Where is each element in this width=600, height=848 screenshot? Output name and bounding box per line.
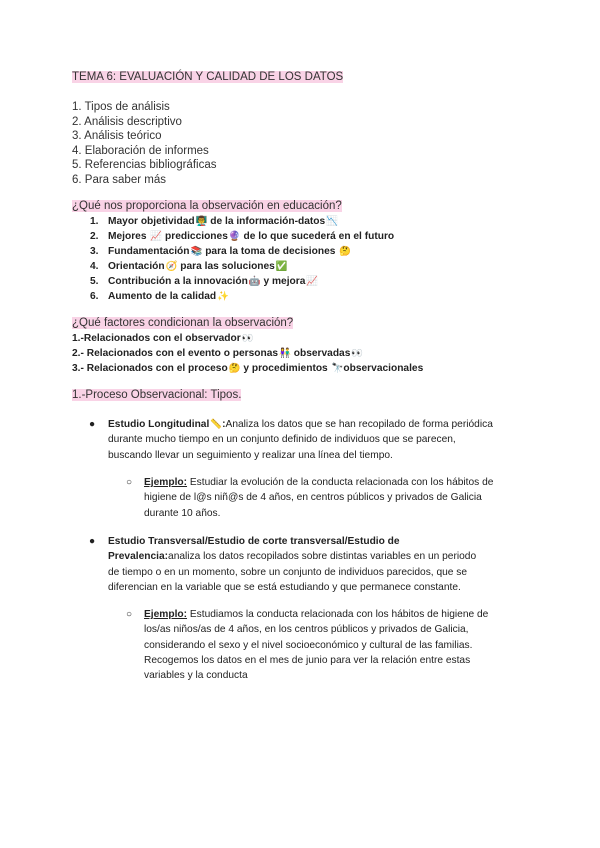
crystal-ball-emoji-icon: 🔮 [228, 231, 241, 242]
section-heading: 1.-Proceso Observacional: Tipos. [72, 389, 242, 401]
check-mark-emoji-icon: ✅ [275, 261, 288, 272]
bullet-longitudinal: ● Estudio Longitudinal📏:Analiza los datos que se han recopilado de forma periódica durante mucho tiempo en un conjunto definido de individuos que se parecen, buscando llevar un seguimiento y realizar una línea del tiempo. [89, 419, 493, 461]
example-transversal: ○ Ejemplo: Estudiamos la conducta relacionada con los hábitos de higiene de los/as niños/as de 4 años, en los centros públicos y privados de Galicia, considerando el sexo y el nivel socioeconómico y cultural de las familias. Recogemos los datos en el mes de junio para ver la relación entre estas variables y la conducta [126, 609, 489, 682]
books-emoji-icon: 📚 [190, 246, 203, 257]
thinking-face-emoji-icon: 🤔 [228, 363, 241, 374]
page-title: TEMA 6: EVALUACIÓN Y CALIDAD DE LOS DATOS [72, 71, 344, 83]
bullet-icon: ● [89, 536, 96, 547]
compass-emoji-icon: 🧭 [165, 261, 178, 272]
sub-bullet-icon: ○ [126, 477, 133, 488]
chart-up-emoji-icon: 📈 [306, 276, 319, 287]
teacher-emoji-icon: 👨‍🏫 [195, 216, 208, 227]
list-item: 1. Mayor objetividad👨‍🏫 de la información-datos📉 [90, 216, 339, 227]
telescope-emoji-icon: 🔭 [331, 363, 344, 374]
question-heading-1: ¿Qué nos proporciona la observación en educación? [72, 200, 342, 212]
list-item: 4. Orientación🧭 para las soluciones✅ [90, 261, 288, 272]
toc-item: 1. Tipos de análisis [72, 101, 170, 113]
toc-item: 2. Análisis descriptivo [72, 115, 182, 128]
toc-item: 3. Análisis teórico [72, 130, 162, 143]
toc-item: 4. Elaboración de informes [72, 144, 209, 157]
bullet-transversal: ● Estudio Transversal/Estudio de corte transversal/Estudio de Prevalencia:analiza los datos recopilados sobre distintas variables en un periodo de tiempo o en un momento, sobre un conjunto de individuos parecidos, que se diferencian en la variable que se está estudiando y que permanece constante. [89, 536, 477, 593]
people-emoji-icon: 👫 [279, 348, 291, 359]
list-item: 5. Contribución a la innovación🤖 y mejora📈 [90, 276, 319, 287]
sparkles-emoji-icon: ✨ [217, 291, 229, 302]
list-item: 3. Fundamentación📚 para la toma de decisiones 🤔 [90, 246, 352, 257]
factors-list [72, 331, 423, 376]
list-item: 3.- Relacionados con el proceso🤔 y procedimientos 🔭observacionales [72, 363, 424, 374]
benefits-list [90, 214, 394, 304]
list-item: 2. Mejores 📈 predicciones🔮 de lo que sucederá en el futuro [90, 231, 395, 242]
toc-item: 6. Para saber más [72, 173, 166, 186]
chart-up-emoji-icon: 📈 [150, 231, 163, 242]
bullet-icon: ● [89, 419, 96, 430]
list-item: 2.- Relacionados con el evento o personas👫 observadas👀 [72, 348, 364, 359]
example-longitudinal: ○ Ejemplo: Estudiar la evolución de la conducta relacionada con los hábitos de higiene de l@s niñ@s de 4 años, en centros públicos y privados de Galicia durante 10 años. [126, 477, 494, 519]
eyes-emoji-icon: 👀 [351, 348, 364, 359]
list-item: 1.-Relacionados con el observador👀 [72, 333, 254, 344]
list-item: 6. Aumento de la calidad✨ [90, 291, 229, 302]
table-of-contents [72, 100, 216, 188]
ruler-emoji-icon: 📏 [210, 419, 223, 430]
thinking-face-emoji-icon: 🤔 [339, 246, 352, 257]
question-heading-2: ¿Qué factores condicionan la observación? [72, 317, 294, 329]
robot-emoji-icon: 🤖 [248, 276, 261, 287]
chart-down-emoji-icon: 📉 [326, 216, 339, 227]
toc-item: 5. Referencias bibliográficas [72, 159, 217, 172]
sub-bullet-icon: ○ [126, 609, 133, 620]
eyes-emoji-icon: 👀 [241, 333, 254, 344]
